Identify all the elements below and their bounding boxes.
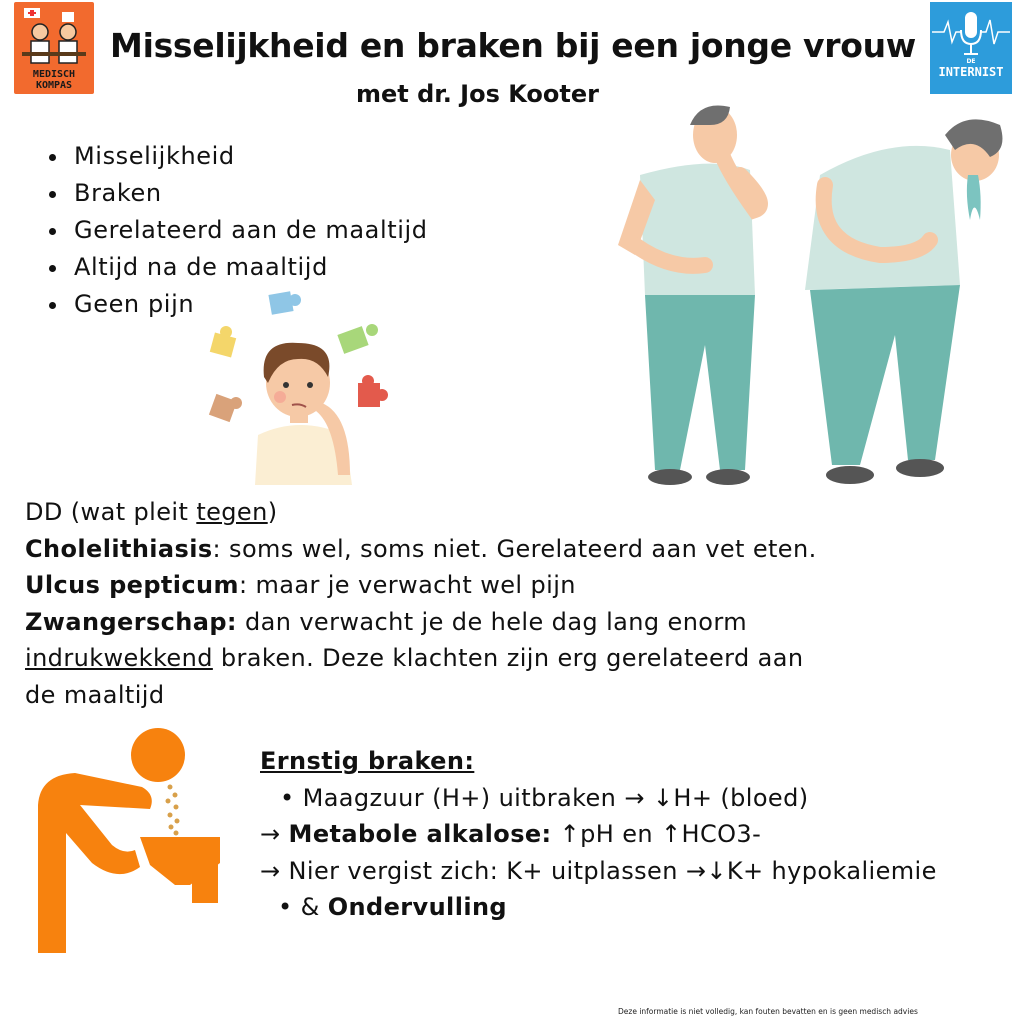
puzzle-piece-icon (209, 394, 242, 422)
braken-text: → (260, 820, 289, 848)
page-subtitle: met dr. Jos Kooter (356, 80, 599, 108)
list-item: • Geen pijn (70, 286, 428, 323)
severe-vomiting-section (260, 743, 937, 926)
puzzle-piece-icon (358, 375, 388, 407)
dd-intro-prefix: DD (wat pleit (25, 498, 197, 526)
list-item: • Gerelateerd aan de maaltijd (70, 212, 428, 249)
disclaimer: Deze informatie is niet volledig, kan fouten bevatten en is geen medisch advies (618, 1007, 918, 1016)
bullet-icon: • (278, 893, 301, 921)
braken-line (260, 816, 937, 853)
microphone-icon (930, 2, 1012, 58)
list-item: • Altijd na de maaltijd (70, 249, 428, 286)
nauseous-woman (618, 105, 760, 485)
puzzle-piece-icon (268, 291, 301, 315)
dd-text: braken. Deze klachten zijn erg gerelateerd aan (212, 644, 804, 672)
dd-text: dan verwacht je de hele dag lang enorm (236, 607, 748, 636)
medisch-kompas-logo (14, 2, 94, 94)
logo-left-line1: MEDISCH (32, 69, 76, 80)
dd-term: Ulcus pepticum (25, 571, 239, 599)
confused-person-puzzle (200, 285, 400, 485)
puzzle-piece-icon (210, 326, 236, 358)
vomiting-person-icon (30, 725, 240, 965)
dd-item-continued (25, 640, 925, 677)
braken-text: Maagzuur (H+) uitbraken → ↓H+ (bloed) (302, 783, 809, 812)
doctors-logo (14, 2, 94, 70)
list-item: • Braken (70, 175, 428, 212)
list-item: • Misselijkheid (70, 138, 428, 175)
logo-left-line2: KOMPAS (35, 80, 73, 91)
braken-line (260, 780, 937, 817)
nauseous-women-illustration (610, 95, 1010, 495)
dd-item-continued: de maaltijd (25, 680, 165, 709)
logo-right-small: DE (966, 58, 976, 65)
puzzle-piece-icon (337, 324, 378, 354)
dd-intro-underlined: tegen (196, 498, 268, 526)
dd-item (25, 531, 925, 568)
differential-diagnosis (25, 494, 925, 713)
bullet-icon: • (280, 783, 303, 812)
dd-text: : soms wel, soms niet. Gerelateerd aan vet eten. (212, 534, 817, 563)
dd-text: : maar je verwacht wel pijn (238, 571, 576, 599)
dd-intro (25, 494, 925, 531)
dd-item (25, 567, 925, 604)
braken-bold: Metabole alkalose: (288, 820, 552, 848)
braken-line: → Nier vergist zich: K+ uitplassen →↓K+ hypokaliemie (260, 856, 937, 885)
dd-intro-suffix: ) (267, 498, 278, 526)
vomiting-woman (805, 119, 1002, 484)
braken-line (260, 889, 937, 926)
dd-term: Cholelithiasis (25, 534, 213, 563)
de-internist-logo (930, 2, 1012, 94)
logo-right-text: INTERNIST (938, 65, 1004, 79)
page-title: Misselijkheid en braken bij een jonge vrouw (110, 26, 916, 65)
dd-underlined: indrukwekkend (25, 644, 213, 672)
braken-bold: Ondervulling (327, 893, 508, 921)
braken-text: & (300, 893, 328, 921)
braken-text: ↑pH en ↑HCO3- (551, 820, 762, 848)
dd-item (25, 604, 925, 641)
section-heading: Ernstig braken: (260, 747, 475, 775)
dd-term: Zwangerschap: (25, 607, 237, 636)
